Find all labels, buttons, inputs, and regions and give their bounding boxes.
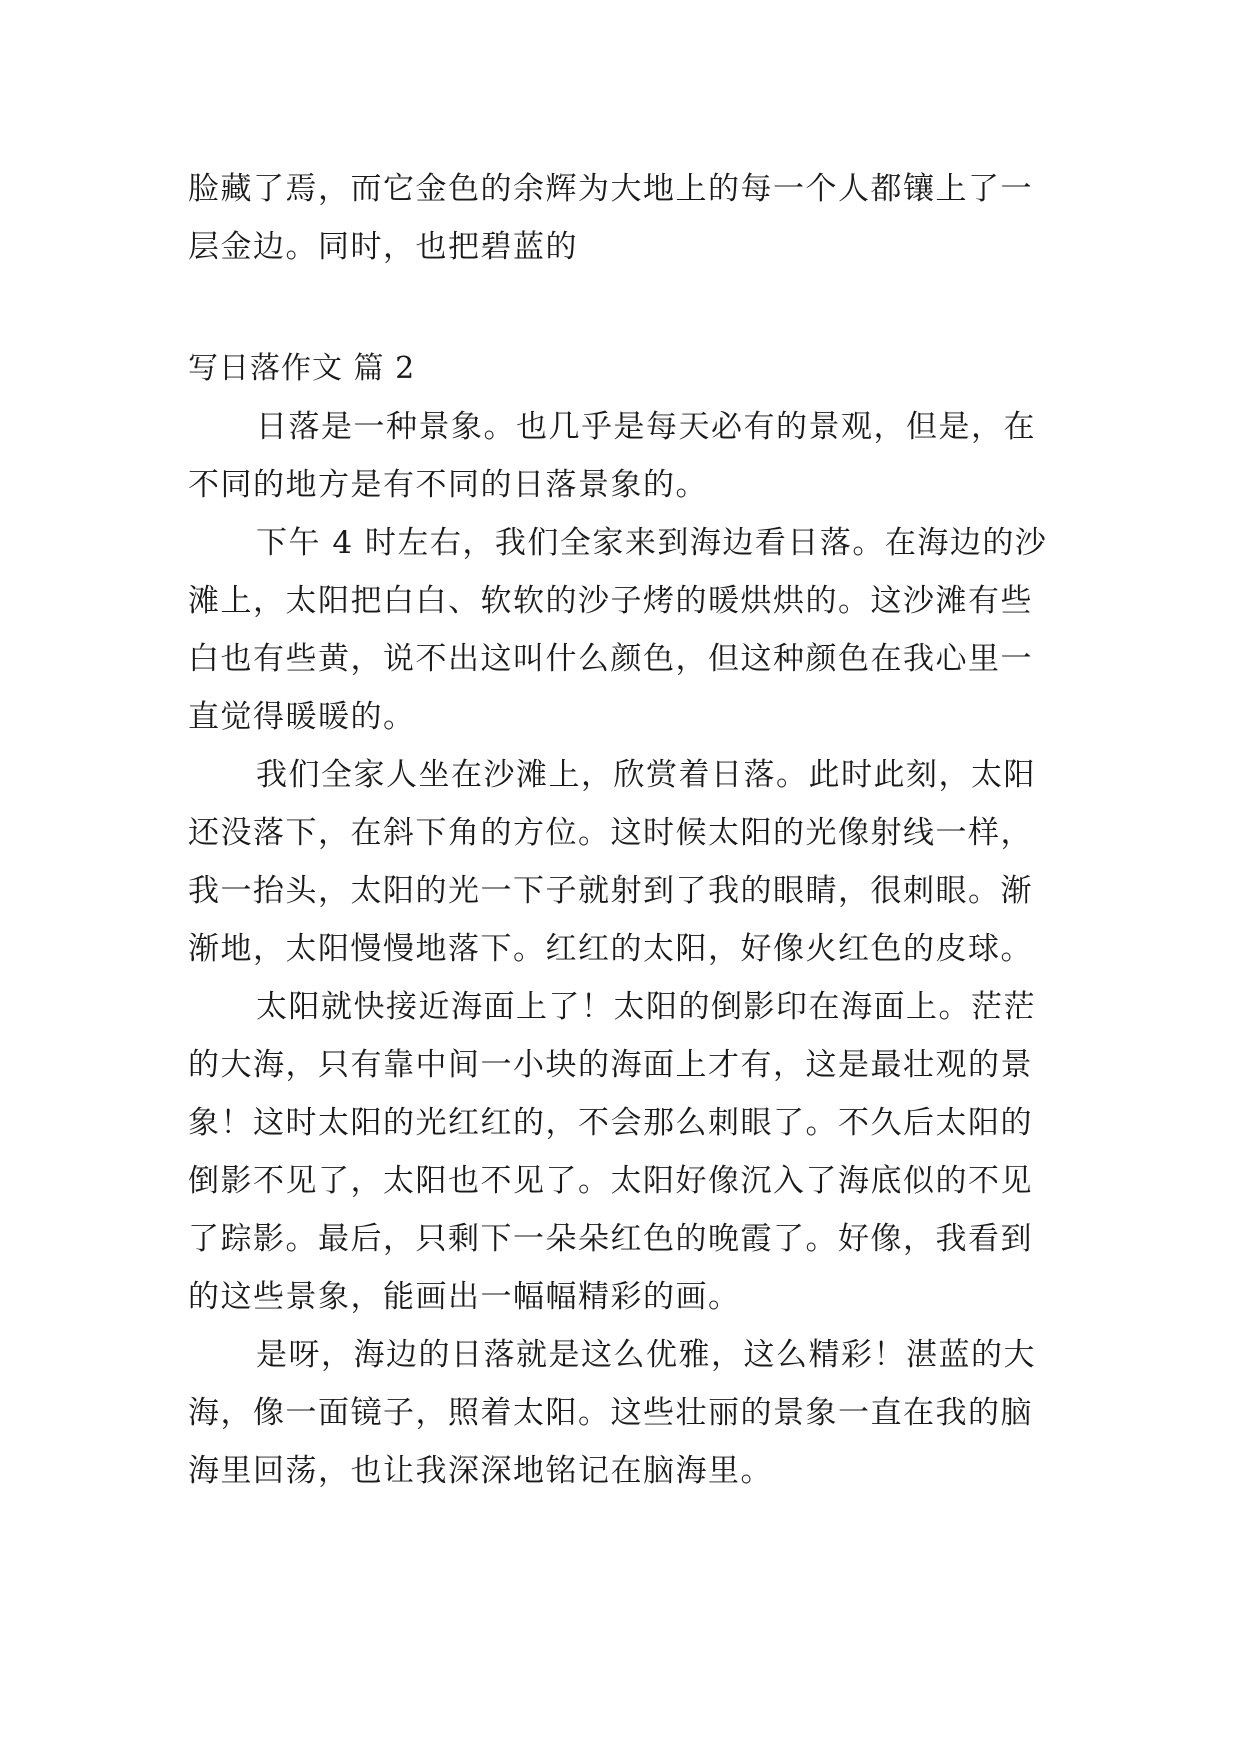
text-line: 海里回荡，也让我深深地铭记在脑海里。	[188, 1453, 773, 1489]
text-line: 滩上，太阳把白白、软软的沙子烤的暖烘烘的。这沙滩有些	[188, 583, 1033, 619]
text-line: 渐地，太阳慢慢地落下。红红的太阳，好像火红色的皮球。	[188, 931, 1033, 967]
text-line: 不同的地方是有不同的日落景象的。	[188, 467, 708, 503]
text-line: 脸藏了焉，而它金色的余辉为大地上的每一个人都镶上了一	[188, 171, 1033, 207]
paragraph-first-line: 是呀，海边的日落就是这么优雅，这么精彩！湛蓝的大	[256, 1337, 1036, 1373]
text-line: 倒影不见了，太阳也不见了。太阳好像沉入了海底似的不见	[188, 1163, 1033, 1199]
text-line: 的这些景象，能画出一幅幅精彩的画。	[188, 1279, 741, 1315]
paragraph-first-line: 我们全家人坐在沙滩上，欣赏着日落。此时此刻，太阳	[256, 757, 1036, 793]
text-line: 海，像一面镜子，照着太阳。这些壮丽的景象一直在我的脑	[188, 1395, 1033, 1431]
paragraph-first-line: 下午 4 时左右，我们全家来到海边看日落。在海边的沙	[256, 525, 1048, 561]
section-title: 写日落作文 篇 2	[188, 351, 416, 386]
text-line: 象！这时太阳的光红红的，不会那么刺眼了。不久后太阳的	[188, 1105, 1033, 1141]
text-line: 层金边。同时，也把碧蓝的	[188, 229, 578, 265]
text-line: 直觉得暖暖的。	[188, 699, 416, 735]
text-line: 我一抬头，太阳的光一下子就射到了我的眼睛，很刺眼。渐	[188, 873, 1033, 909]
text-line: 的大海，只有靠中间一小块的海面上才有，这是最壮观的景	[188, 1047, 1033, 1083]
text-line: 还没落下，在斜下角的方位。这时候太阳的光像射线一样，	[188, 815, 1033, 851]
paragraph-first-line: 日落是一种景象。也几乎是每天必有的景观，但是，在	[256, 409, 1036, 445]
document-body	[188, 160, 1068, 1500]
text-line: 白也有些黄，说不出这叫什么颜色，但这种颜色在我心里一	[188, 641, 1033, 677]
paragraph-first-line: 太阳就快接近海面上了！太阳的倒影印在海面上。茫茫	[256, 989, 1036, 1025]
text-line: 了踪影。最后，只剩下一朵朵红色的晚霞了。好像，我看到	[188, 1221, 1033, 1257]
